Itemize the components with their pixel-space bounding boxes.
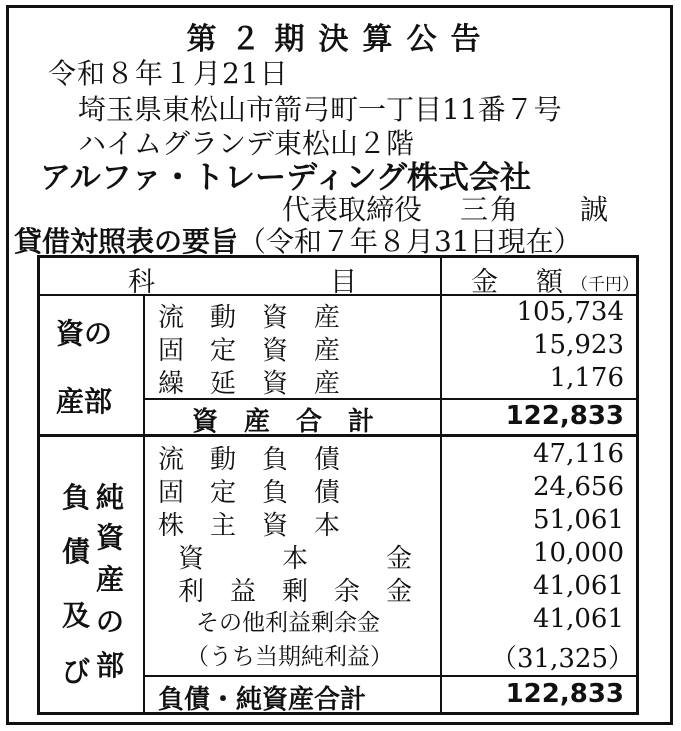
liab-label-char: の [96,605,125,638]
liab-row-amount: 41,061 [533,571,624,601]
liab-label-char: 部 [96,649,125,682]
address-line-2: ハイムグランデ東松山２階 [78,127,415,160]
balance-sheet-heading [14,220,582,260]
assets-total-amount: 122,833 [505,401,624,431]
liab-total-divider [145,675,636,677]
liab-label-char: 産 [96,563,125,596]
asset-row-amount: 15,923 [533,330,624,360]
balance-sheet-table [37,255,639,715]
header-kamoku [40,258,440,298]
representative-name: 三角 誠 [460,193,611,226]
asset-row-label: 繰 延 資 産 [158,369,341,399]
asset-row-label: 固 定 資 産 [158,336,341,366]
liab-label-char: 資 [96,521,125,554]
address-line-1: 埼玉県東松山市箭弓町一丁目11番７号 [78,93,562,126]
liab-row-label: 流 動 負 債 [158,445,341,475]
header-unit: （千円） [571,275,639,295]
header-kamoku-2: 目 [330,267,357,298]
liab-row-amount: （31,325） [491,644,634,674]
liab-row-amount: 47,116 [533,439,624,469]
liab-row-amount: 10,000 [533,538,624,568]
liab-label-char: 債 [62,535,91,568]
section-column-divider [143,296,145,712]
liab-label-char: 負 [62,481,91,514]
liab-label-char: び [62,655,91,688]
liab-row-label: 固 定 負 債 [158,478,341,508]
balance-sheet-period: （令和７年８月31日現在） [238,225,582,258]
assets-section-label-1: 資の [56,317,113,350]
liab-total-label: 負債・純資産合計 [158,685,367,715]
asset-row-label: 流 動 資 産 [158,303,341,333]
asset-row-amount: 1,176 [549,363,624,393]
liab-row-label: 株 主 資 本 [158,511,341,541]
liab-row-amount: 24,656 [533,472,624,502]
liab-row-label: 利 益 剰 余 金 [178,577,413,607]
header-kamoku-1: 科 [128,267,155,298]
liab-total-amount: 122,833 [505,679,624,709]
asset-row-amount: 105,734 [516,297,624,327]
liab-row-amount: 41,061 [533,604,624,634]
assets-section-label-2: 産部 [56,385,113,418]
representative-title: 代表取締役 [282,193,423,226]
header-kingaku-2: 額 [536,267,563,298]
notice-date: 令和８年１月21日 [48,57,289,90]
liab-label-char: 及 [62,599,91,632]
balance-sheet-title: 貸借対照表の要旨 [14,225,239,258]
liab-row-label: （うち当期純利益） [186,644,393,670]
amount-column-divider [440,258,442,712]
liab-row-label: 資 本 金 [178,544,413,574]
assets-total-label: 資 産 合 計 [192,407,375,437]
liab-row-amount: 51,061 [533,505,624,535]
liab-label-char: 純 [96,481,125,514]
header-kingaku-1: 金 [471,267,498,298]
company-name: アルファ・トレーディング株式会社 [40,160,532,196]
liab-row-label: その他利益剰余金 [196,610,380,636]
notice-title: 第２期決算公告 [186,22,495,57]
header-kingaku [443,258,639,298]
